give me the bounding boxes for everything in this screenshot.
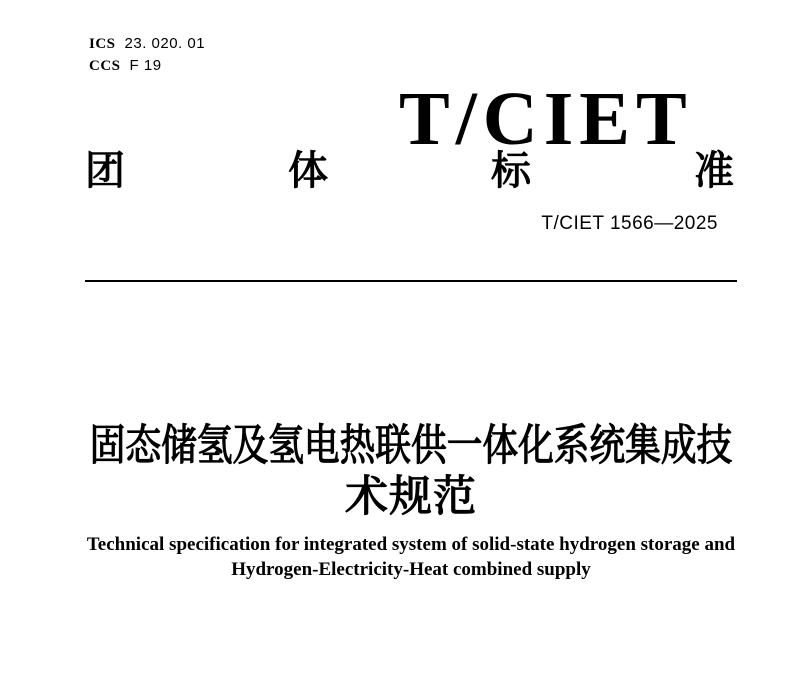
english-subtitle (70, 532, 752, 582)
org-title-char-3: 标 (491, 149, 531, 193)
document-title-line2: 术规范 (345, 473, 477, 521)
org-title-char-1: 团 (85, 149, 125, 193)
org-title-char-2: 体 (288, 149, 328, 193)
document-title-line1-wrap (85, 421, 737, 472)
ics-label: ICS (89, 36, 116, 52)
org-title-char-4: 准 (694, 149, 734, 193)
ccs-row (89, 55, 205, 77)
classification-codes-block (89, 33, 205, 77)
ciet-logotype: T/CIET (399, 77, 693, 161)
standard-number: T/CIET 1566—2025 (541, 213, 718, 234)
english-subtitle-line1: Technical specification for integrated system of solid-state hydrogen storage and (86, 534, 736, 555)
ics-value: 23. 020. 01 (124, 35, 206, 52)
ccs-label: CCS (89, 58, 121, 74)
ccs-value: F 19 (129, 57, 162, 74)
header-divider-line (85, 280, 737, 282)
org-title-row (85, 149, 734, 193)
document-title-line1: 固态储氢及氢电热联供一体化系统集成技 (89, 422, 733, 470)
english-subtitle-line2: Hydrogen-Electricity-Heat combined supply (231, 559, 591, 580)
document-title (85, 421, 737, 523)
ics-row (89, 33, 205, 55)
